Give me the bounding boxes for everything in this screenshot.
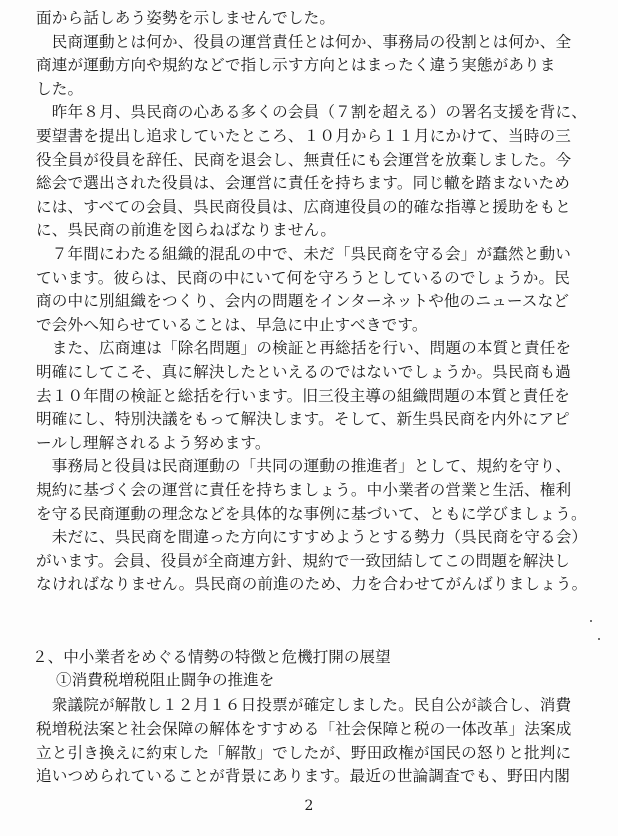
text-line: を守る民商運動の理念などを具体的な事例に基づいて、ともに学びましょう。 [36, 504, 587, 523]
section-heading: ２、中小業者をめぐる情勢の特徴と危機打開の展望 [32, 648, 391, 666]
text-line: 商の中に別組織をつくり、会内の問題をインターネットや他のニュースなど [36, 292, 570, 311]
section-text-line: 立と引き換えに約束した「解散」でしたが、野田政権が国民の怒りと批判に [36, 743, 572, 762]
scan-speck [590, 620, 592, 622]
text-line: 昨年８月、呉民商の心ある多くの会員（７割を超える）の署名支援を背に、 [36, 103, 588, 122]
text-line: ています。彼らは、民商の中にいて何を守ろうとしているのでしょうか。民 [36, 268, 571, 287]
section-text-line: 追いつめられていることが背景にあります。最近の世論調査でも、野田内閣 [36, 767, 571, 786]
text-line: なければなりません。呉民商の前進のため、力を合わせてがんばりましょう。 [36, 575, 588, 594]
text-line: 役全員が役員を辞任、民商を退会し、無責任にも会運営を放棄しました。今 [36, 150, 572, 169]
text-line: 面から話しあう姿勢を示しませんでした。 [36, 9, 336, 27]
text-line: ７年間にわたる組織的混乱の中で、未だ「呉民商を守る会」が蠢然と動い [36, 245, 571, 263]
text-line: 総会で選出された役員は、会運営に責任を持ちます。同じ轍を踏まないため [36, 174, 571, 193]
scan-speck [598, 638, 600, 640]
text-line: 規約に基づく会の運営に責任を持ちましょう。中小業者の営業と生活、権利 [36, 481, 572, 499]
text-line: 要望書を提出し追求していたところ、１０月から１１月にかけて、当時の三 [36, 127, 571, 145]
text-line: ールし理解されるよう努めます。 [36, 433, 271, 452]
text-line: がいます。会員、役員が全商連方針、規約で一致団結してこの問題を解決し [36, 551, 571, 570]
text-line: 明確にし、特別決議をもって解決します。そして、新生呉民商を内外にアピ [36, 410, 570, 429]
section-text-line: 衆議院が解散し１２月１６日投票が確定しました。民自公が談合し、消費 [36, 696, 572, 714]
text-line: 事務局と役員は民商運動の「共同の運動の推進者」として、規約を守り、 [36, 457, 571, 476]
text-line: 去１０年間の検証と総括を行います。旧三役主導の組織問題の本質と責任を [36, 386, 571, 405]
text-line: に、呉民商の前進を図らねばなりません。 [36, 221, 337, 240]
text-line: 民商運動とは何か、役員の運営責任とは何か、事務局の役割とは何か、全 [36, 32, 572, 51]
text-line: 商連が運動方向や規約などで指し示す方向とはまったく違う実態がありま [36, 56, 556, 75]
subsection-heading: ①消費税増税阻止闘争の推進を [56, 671, 275, 689]
text-line: には、すべての会員、呉民商役員は、広商連役員の的確な指導と援助をもと [36, 197, 571, 216]
text-line: した。 [36, 79, 84, 98]
text-line: また、広商連は「除名問題」の検証と再総括を行い、問題の本質と責任を [36, 339, 572, 358]
page-number: 2 [304, 798, 314, 814]
section-text-line: 税増税法案と社会保障の解体をすすめる「社会保障と税の一体改革」法案成 [36, 719, 572, 738]
text-line: で会外へ知らせていることは、早急に中止すべきです。 [36, 315, 428, 334]
text-line: 明確にしてこそ、真に解決したといえるのではないでしょうか。呉民商も過 [36, 363, 571, 381]
text-line: 未だに、呉民商を間違った方向にすすめようとする勢力（呉民商を守る会） [36, 528, 588, 547]
